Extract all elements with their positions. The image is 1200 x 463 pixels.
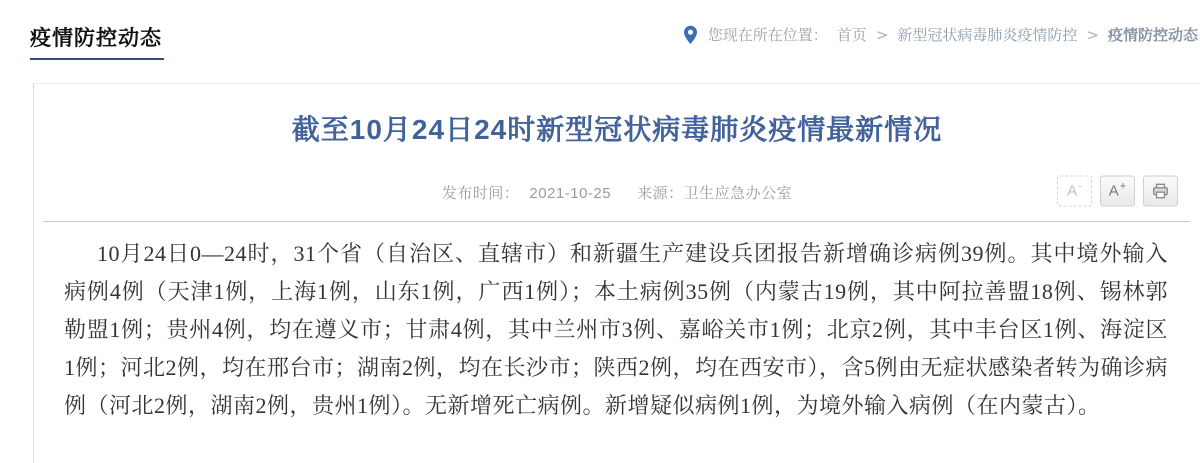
article-title: 截至10月24日24时新型冠状病毒肺炎疫情最新情况 <box>291 114 943 145</box>
source-value: 卫生应急办公室 <box>683 185 793 202</box>
location-pin-icon <box>682 25 699 45</box>
printer-icon <box>1151 182 1170 201</box>
article-toolbar <box>1057 176 1178 207</box>
breadcrumb-home-link[interactable]: 首页 <box>836 27 867 44</box>
page-title: 疫情防控动态 <box>30 22 164 60</box>
source-label: 来源： <box>637 185 684 202</box>
print-button[interactable] <box>1143 176 1178 207</box>
minus-sign: - <box>1078 180 1082 193</box>
font-increase-button[interactable] <box>1100 176 1135 207</box>
font-decrease-label: A <box>1067 182 1078 200</box>
article-meta <box>34 174 1200 203</box>
breadcrumb-label: 您现在所在位置： <box>707 27 828 44</box>
article-body: 10月24日0—24时，31个省（自治区、直辖市）和新疆生产建设兵团报告新增确诊病例39例。其中境外输入病例4例（天津1例，上海1例，山东1例，广西1例）；本土病例35例（内蒙古19例，其中阿拉善盟18例、锡林郭勒盟1例；贵州4例，均在遵义市；甘肃4例，其中兰州市3例、嘉峪关市1例；北京2例，其中丰台区1例、海淀区1例；河北2例，均在邢台市；湖南2例，均在长沙市；陕西2例，均在西安市），含5例由无症状感染者转为确诊病例（河北2例，湖南2例，贵州1例）。无新增死亡病例。新增疑似病例1例，为境外输入病例（在内蒙古）。 <box>64 241 1169 418</box>
breadcrumb-section-link[interactable]: 新型冠状病毒肺炎疫情防控 <box>897 27 1078 44</box>
plus-sign: + <box>1119 180 1127 193</box>
font-decrease-button[interactable] <box>1057 176 1092 207</box>
breadcrumb-separator: > <box>1086 25 1099 44</box>
article-meta-row <box>34 174 1200 208</box>
publish-time-label: 发布时间： <box>441 185 520 202</box>
publish-date: 2021-10-25 <box>529 185 612 202</box>
breadcrumb-separator: > <box>875 25 889 44</box>
article-container <box>33 83 1200 463</box>
breadcrumb-current-page: 疫情防控动态 <box>1107 27 1198 44</box>
breadcrumb <box>682 24 1198 45</box>
top-bar <box>0 0 1200 60</box>
font-increase-label: A <box>1108 182 1119 200</box>
